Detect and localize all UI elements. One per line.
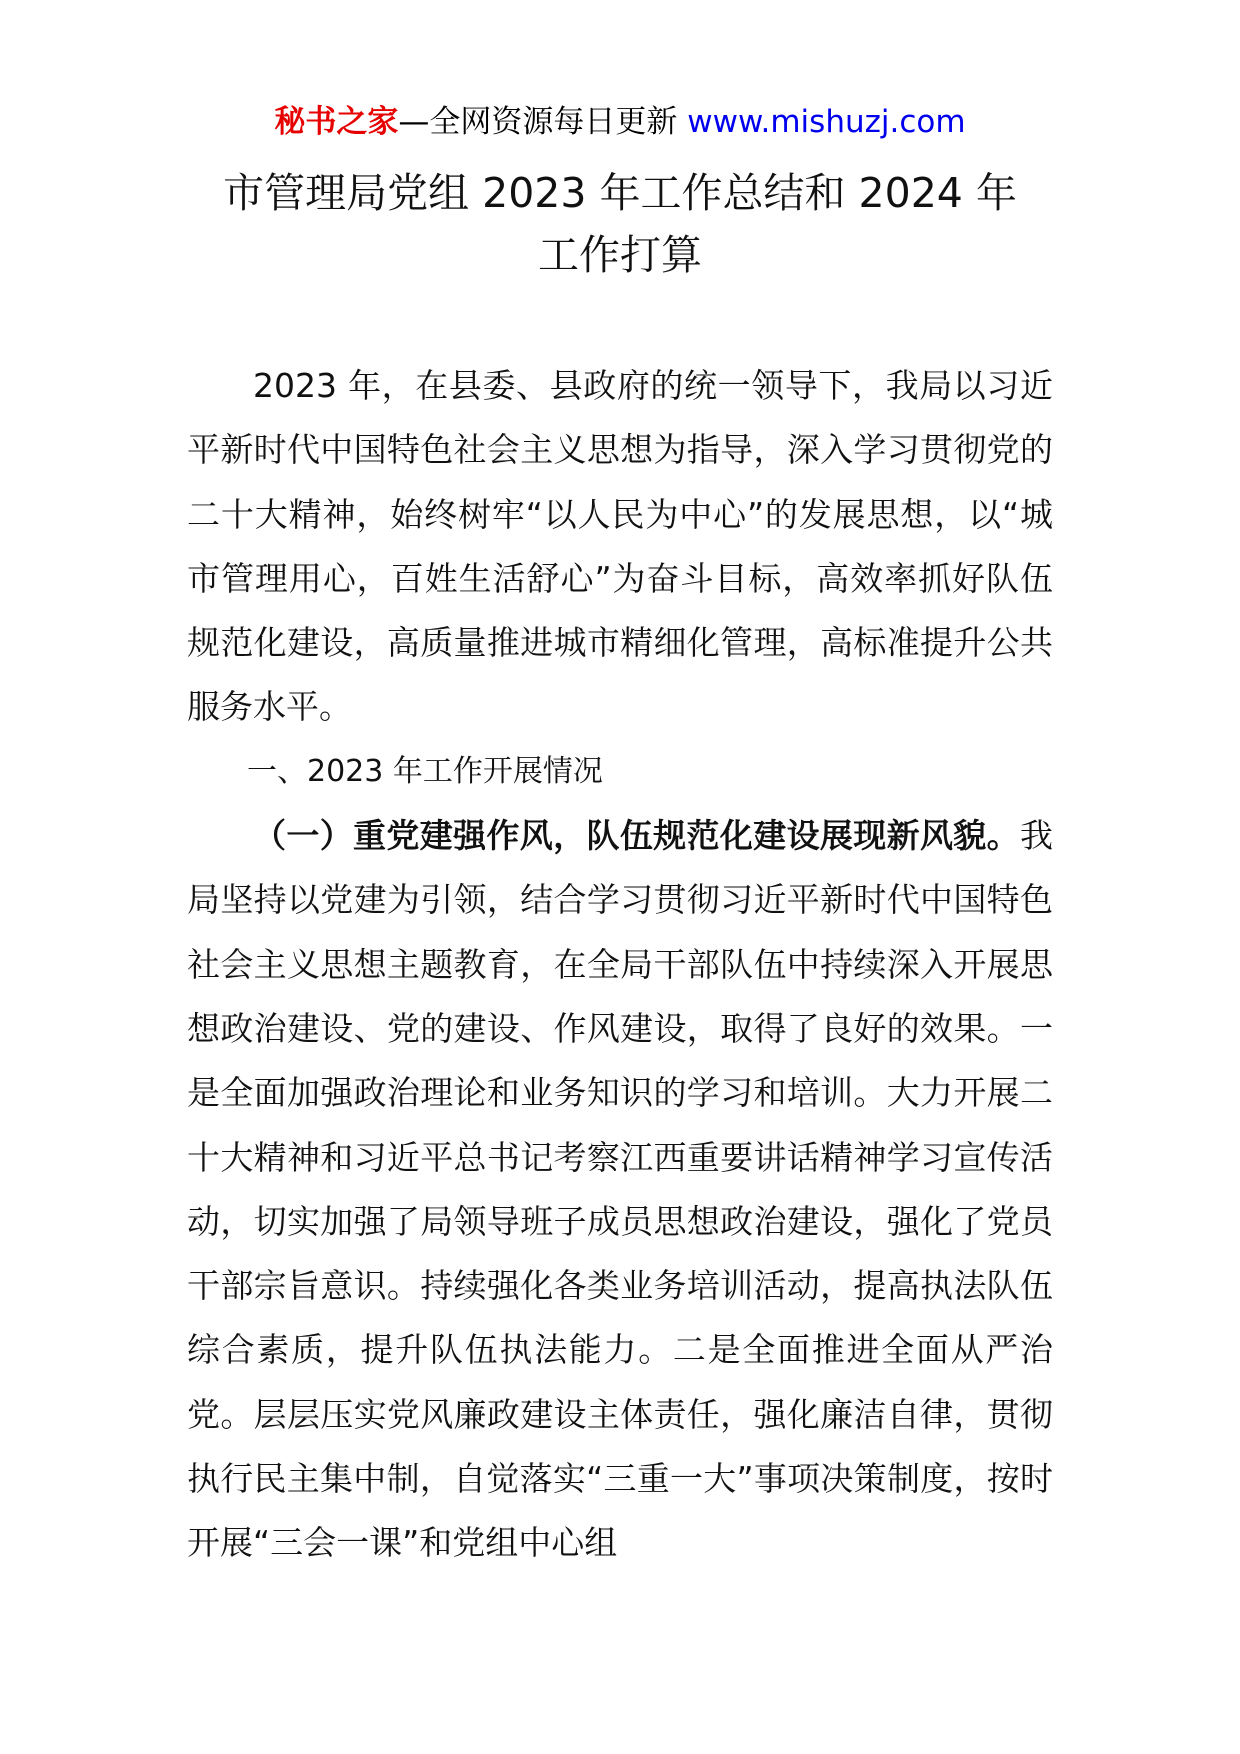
section-heading: 一、2023 年工作开展情况 [247, 753, 603, 789]
document-body [187, 354, 1053, 1576]
document-title [0, 162, 1240, 286]
header-banner [0, 100, 1240, 144]
brand-name: 秘书之家 [274, 104, 399, 140]
subsection-heading: （一）重党建强作风，队伍规范化建设展现新风貌。 [253, 816, 1020, 856]
title-line-1: 市管理局党组 2023 年工作总结和 2024 年 [223, 169, 1017, 217]
subsection-paragraph [187, 804, 1053, 1576]
subsection-body: 我局坚持以党建为引领，结合学习贯彻习近平新时代中国特色社会主义思想主题教育，在全局干部队伍中持续深入开展思想政治建设、党的建设、作风建设，取得了良好的效果。一是全面加强政治理论和业务知识的学习和培训。大力开展二十大精神和习近平总书记考察江西重要讲话精神学习宣传活动，切实加强了局领导班子成员思想政治建设，强化了党员干部宗旨意识。持续强化各类业务培训活动，提高执法队伍综合素质，提升队伍执法能力。二是全面推进全面从严治党。层层压实党风廉政建设主体责任，强化廉洁自律，贯彻执行民主集中制，自觉落实“三重一大”事项决策制度，按时开展“三会一课”和党组中心组 [187, 816, 1053, 1563]
header-tagline: —全网资源每日更新 [398, 104, 688, 140]
site-link[interactable]: www.mishuzj.com [687, 104, 966, 140]
title-line-2: 工作打算 [538, 231, 702, 279]
intro-paragraph: 2023 年，在县委、县政府的统一领导下，我局以习近平新时代中国特色社会主义思想为指导，深入学习贯彻党的二十大精神，始终树牢“以人民为中心”的发展思想，以“城市管理用心，百姓生活舒心”为奋斗目标，高效率抓好队伍规范化建设，高质量推进城市精细化管理，高标准提升公共服务水平。 [187, 366, 1053, 727]
